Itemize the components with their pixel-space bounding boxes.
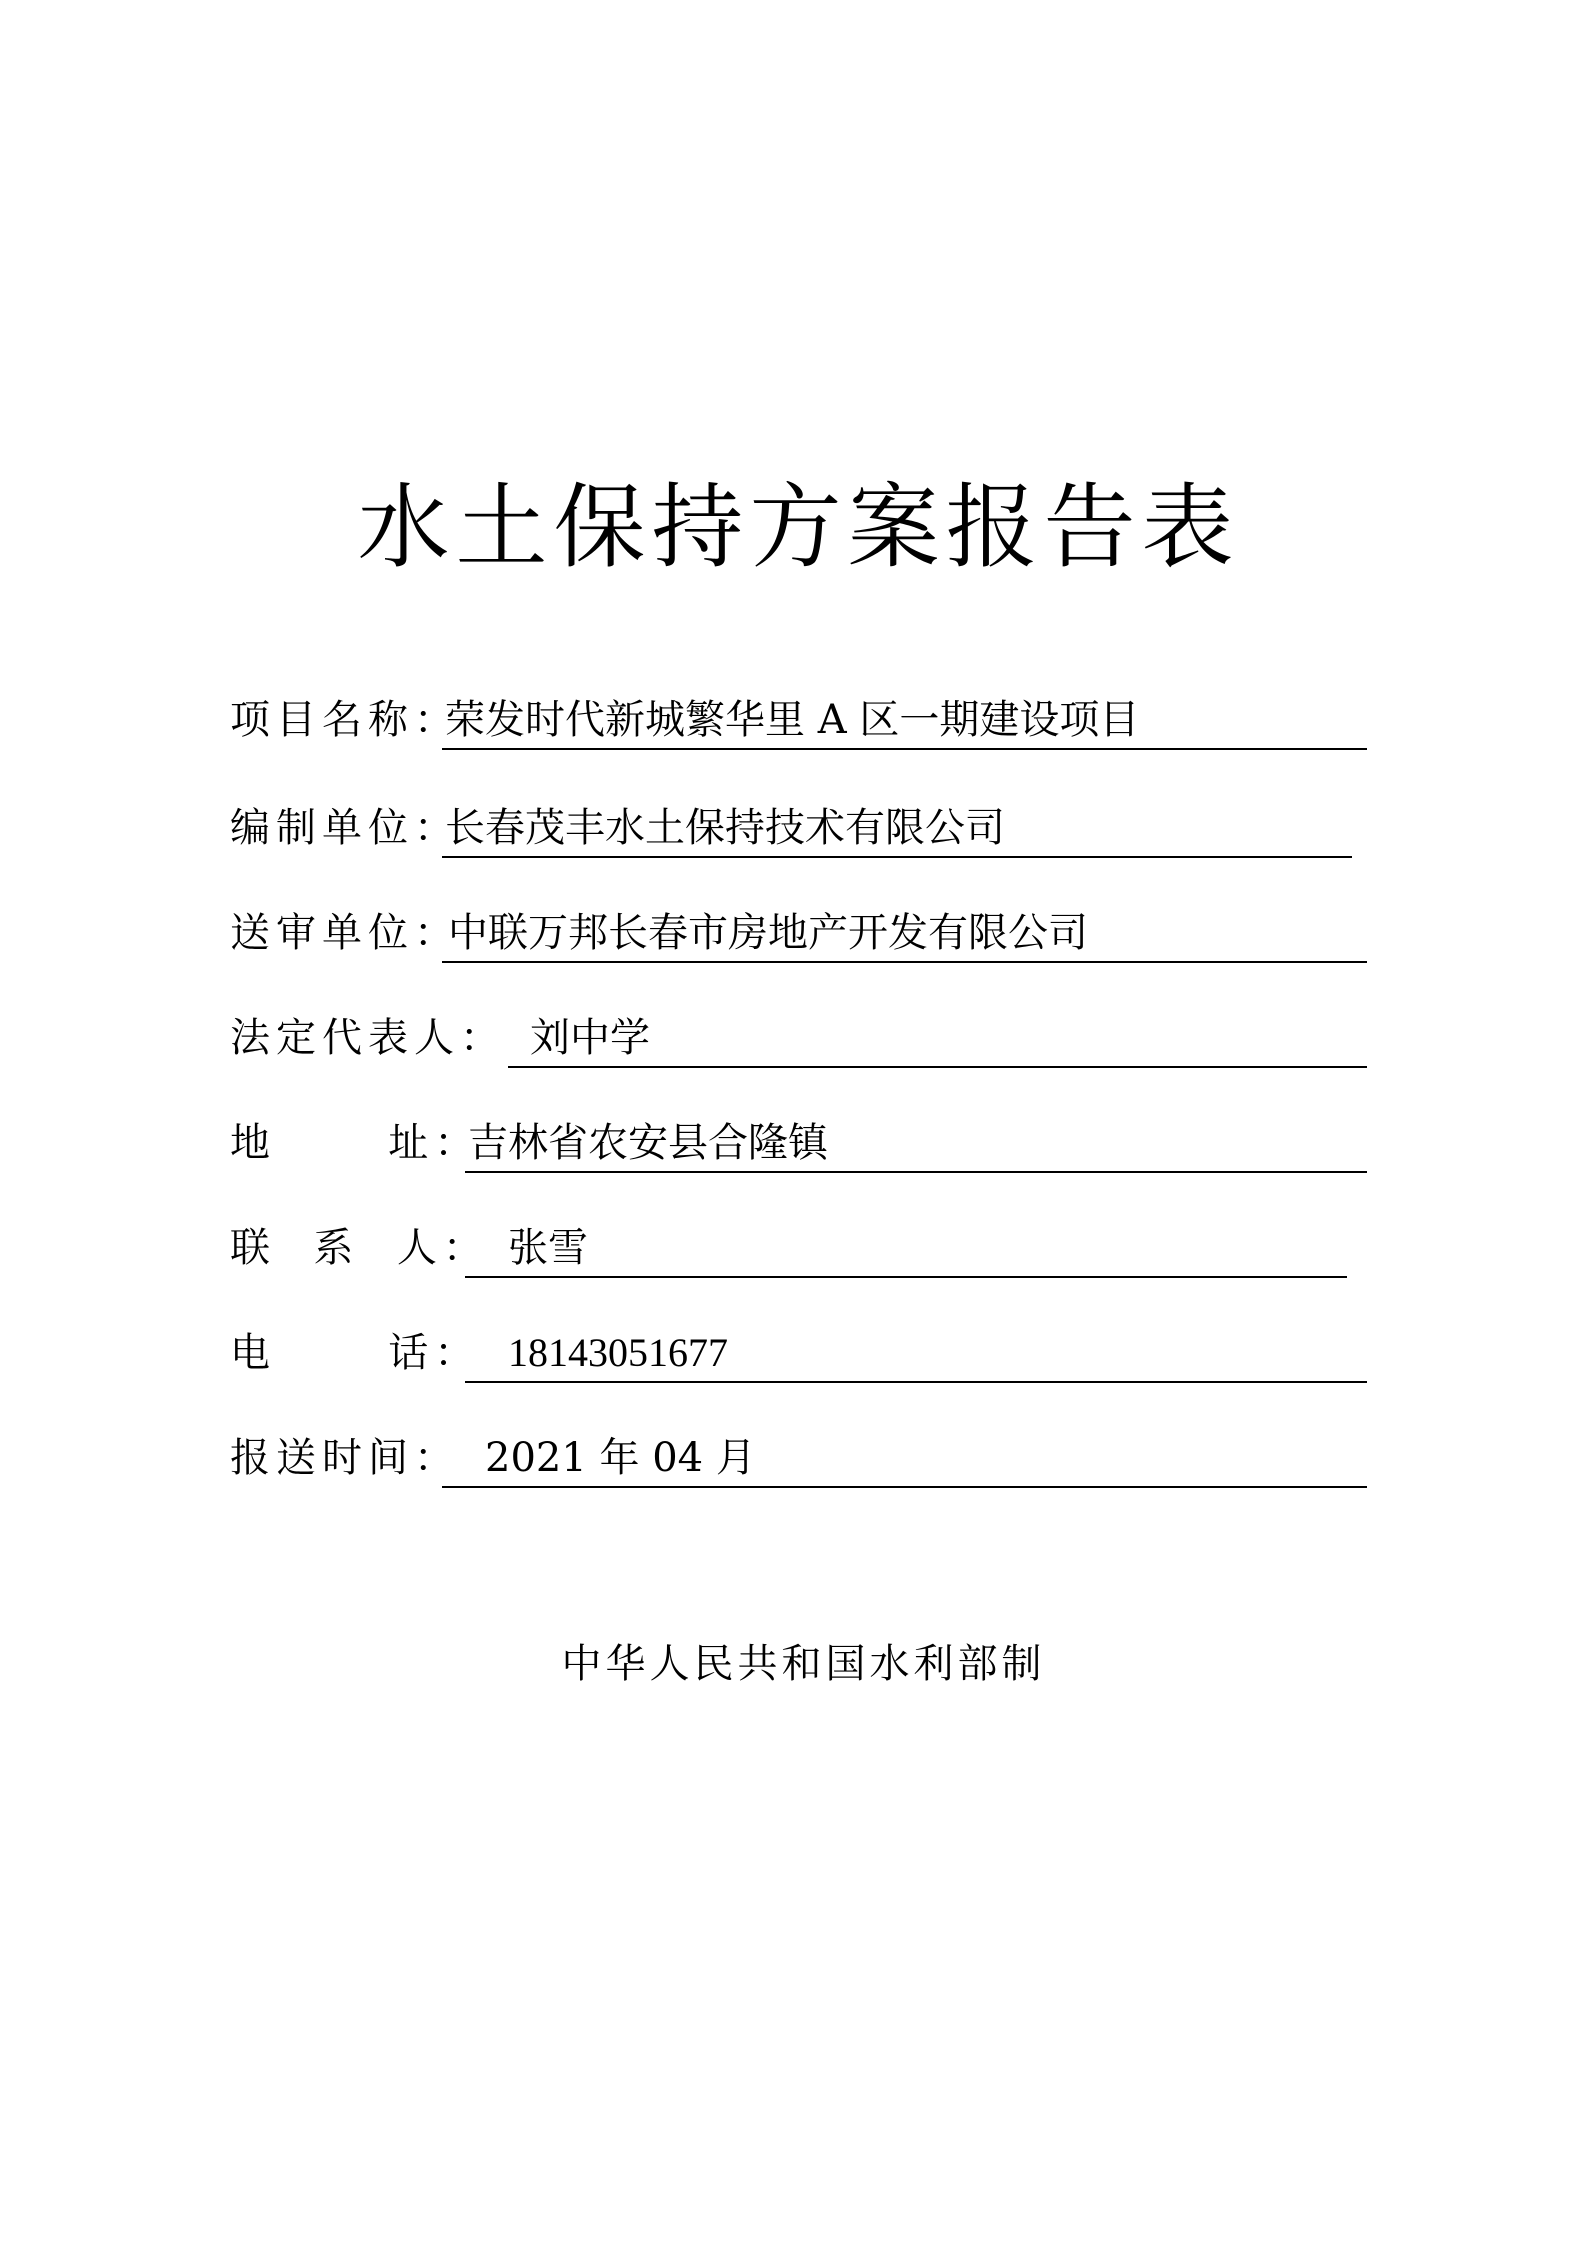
issuer-footer: 中华人民共和国水利部制	[561, 1641, 1046, 1687]
field-value: 荣发时代新城繁华里 A 区一期建设项目	[445, 697, 1140, 743]
field-label: 编制单位：	[230, 805, 460, 851]
field-contact	[0, 1218, 1587, 1278]
field-value: 2021 年 04 月	[485, 1435, 756, 1481]
field-compiler	[0, 798, 1587, 858]
field-label: 法定代表人：	[230, 1015, 506, 1061]
underline	[442, 748, 1367, 750]
field-label: 联 系 人：	[230, 1225, 489, 1271]
field-project-name	[0, 690, 1587, 750]
field-label: 项目名称：	[230, 697, 460, 743]
underline	[442, 856, 1352, 858]
field-legal-rep	[0, 1008, 1587, 1068]
underline	[508, 1066, 1367, 1068]
underline	[465, 1381, 1367, 1383]
field-submit-date	[0, 1428, 1587, 1488]
field-submitter	[0, 903, 1587, 963]
field-label: 电 话：	[230, 1330, 481, 1376]
underline	[442, 961, 1367, 963]
field-value: 中联万邦长春市房地产开发有限公司	[448, 910, 1088, 956]
field-value: 张雪	[508, 1225, 588, 1271]
underline	[442, 1486, 1367, 1488]
underline	[465, 1276, 1347, 1278]
field-label: 送审单位：	[230, 910, 460, 956]
field-value: 刘中学	[530, 1015, 650, 1061]
underline	[465, 1171, 1367, 1173]
field-value: 18143051677	[508, 1330, 728, 1375]
field-phone	[0, 1323, 1587, 1383]
field-value: 吉林省农安县合隆镇	[468, 1120, 828, 1166]
field-label: 地 址：	[230, 1120, 481, 1166]
field-label: 报送时间：	[230, 1435, 460, 1481]
field-address	[0, 1113, 1587, 1173]
document-title: 水土保持方案报告表	[357, 474, 1240, 581]
field-value: 长春茂丰水土保持技术有限公司	[445, 805, 1005, 851]
